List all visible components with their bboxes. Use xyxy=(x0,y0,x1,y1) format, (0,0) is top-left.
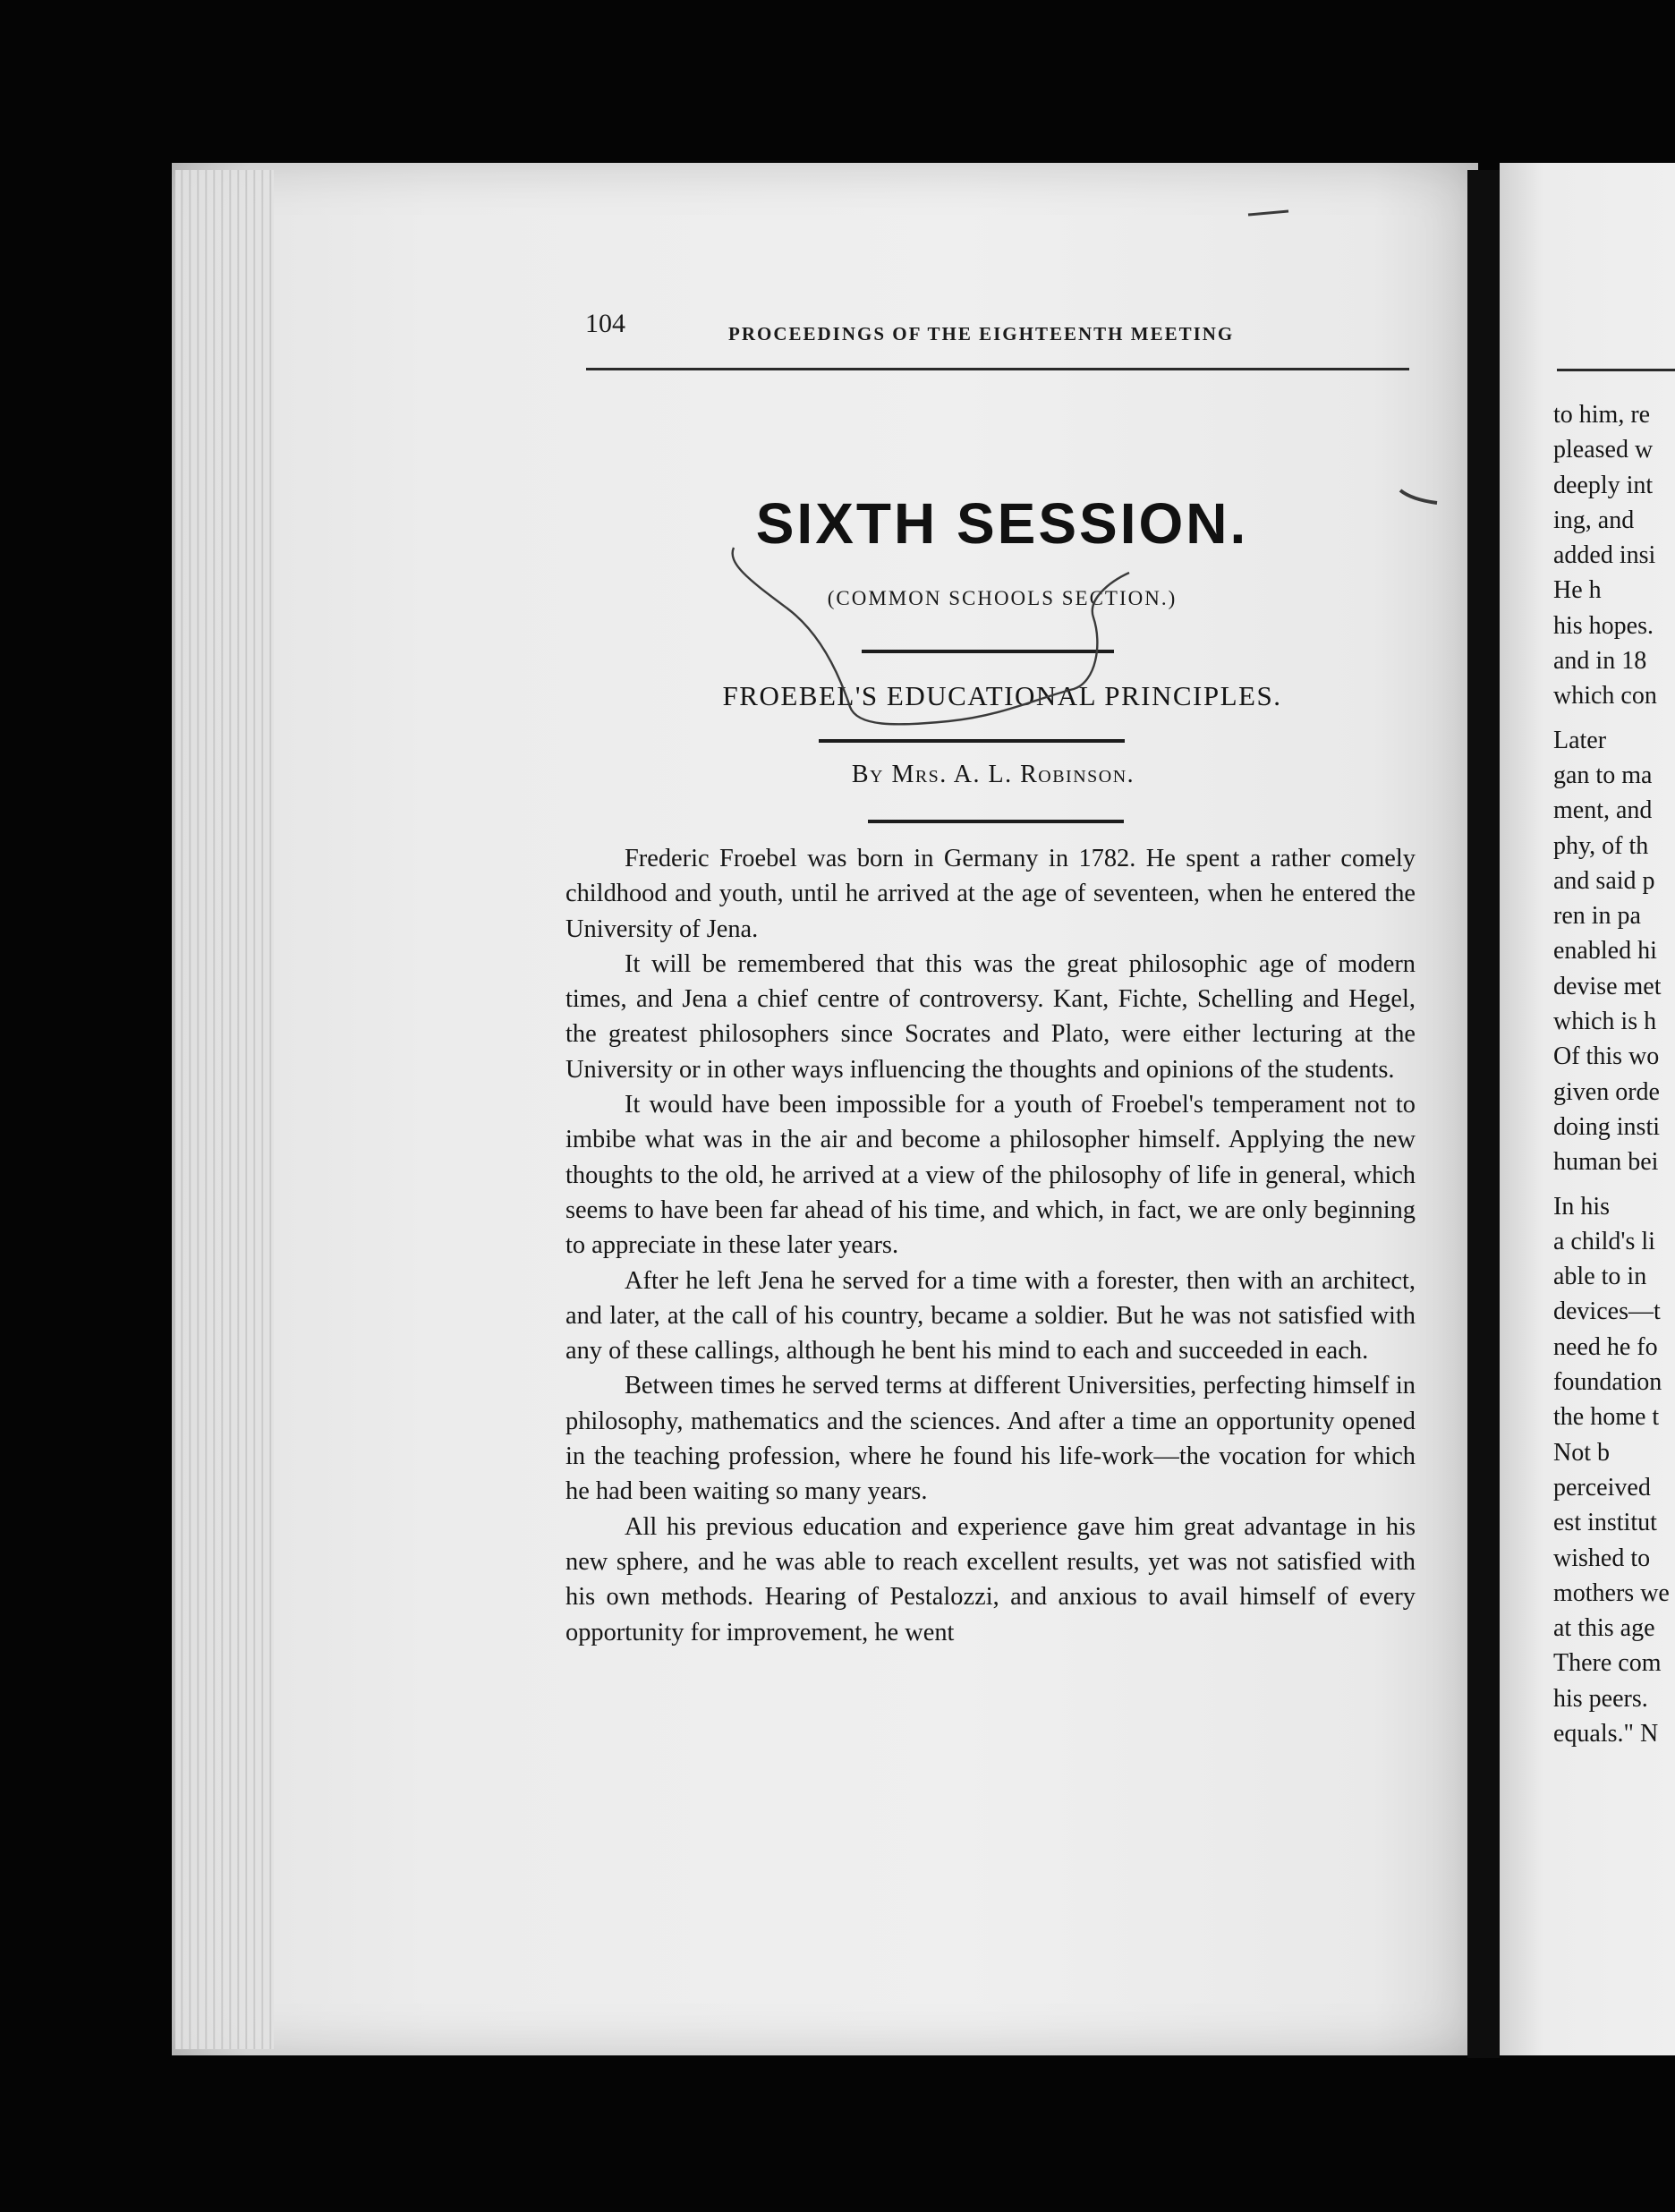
right-line: human bei xyxy=(1553,1148,1659,1177)
paragraph: Between times he served terms at different Universities, perfecting himself in philosophy, mathematics and the sciences. And after a time an opportunity opened in the teaching profession, where he found his life-work—the vocation for which he had been waiting so many years. xyxy=(565,1372,1416,1506)
right-page-text xyxy=(1553,397,1675,1751)
right-line: phy, of th xyxy=(1553,831,1649,860)
right-line: and in 18 xyxy=(1553,647,1647,676)
right-line: He h xyxy=(1553,576,1602,605)
header-rule xyxy=(586,368,1409,370)
paragraph: It would have been impossible for a youth of Froebel's temperament not to imbibe what was in the air and become a philosopher himself. Applying the new thoughts to the old, he arrived at a view of the philosophy of life in general, which seems to have been far ahead of his time, and which, in fact, we are only beginning to appreciate in these later years. xyxy=(565,1091,1416,1260)
right-line: Not b xyxy=(1553,1438,1610,1467)
title-rule xyxy=(819,739,1125,743)
right-line: devise met xyxy=(1553,972,1662,1000)
right-line: to him, re xyxy=(1553,401,1651,429)
right-line: ing, and xyxy=(1553,506,1635,534)
right-line: doing insti xyxy=(1553,1112,1661,1141)
right-line: foundation xyxy=(1553,1368,1662,1397)
right-line: and said p xyxy=(1553,866,1655,895)
paragraph: After he left Jena he served for a time with a forester, then with an architect, and later, at the call of his country, became a soldier. But he was not satisfied with any of these callings, although he bent his mind to each and succeeded in each. xyxy=(565,1266,1416,1365)
section-subtitle: (COMMON SCHOOLS SECTION.) xyxy=(827,587,1178,609)
right-line: devices—t xyxy=(1553,1297,1661,1326)
paragraph: All his previous education and experience gave him great advantage in his new sphere, and he was able to reach excellent results, yet was not satisfied with his own methods. Hearing of Pestalozzi, and anxious to avail himself of every opportunity for improvement, he went xyxy=(565,1512,1416,1646)
right-line: need he fo xyxy=(1553,1332,1658,1361)
right-line: a child's li xyxy=(1553,1227,1655,1255)
right-line: his hopes. xyxy=(1553,611,1654,640)
right-line: gan to ma xyxy=(1553,761,1653,789)
right-line: wished to xyxy=(1553,1544,1651,1572)
paragraph: Frederic Froebel was born in Germany in 1782. He spent a rather comely childhood and youth, until he arrived at the age of seventeen, when he entered the University of Jena. xyxy=(565,845,1416,943)
right-line: ren in pa xyxy=(1553,902,1641,931)
paragraph: It will be remembered that this was the great philosophic age of modern times, and Jena a chief centre of controversy. Kant, Fichte, Schelling and Hegel, the greatest philosophers since Socrates and Plato, were either lecturing at the University or in other ways influencing the thoughts and opinions of the students. xyxy=(565,949,1416,1084)
right-line: There com xyxy=(1553,1649,1662,1678)
right-line: est institut xyxy=(1553,1509,1657,1537)
right-line: the home t xyxy=(1553,1403,1660,1432)
book-gutter xyxy=(1467,170,1500,2058)
right-line: Of this wo xyxy=(1553,1042,1660,1071)
right-line: which is h xyxy=(1553,1008,1657,1036)
right-line: which con xyxy=(1553,682,1657,710)
right-line: In his xyxy=(1553,1192,1610,1221)
right-line: mothers we xyxy=(1553,1578,1670,1607)
session-title: SIXTH SESSION. xyxy=(755,491,1249,556)
byline-rule xyxy=(868,820,1124,823)
right-line: given orde xyxy=(1553,1077,1660,1106)
right-line: perceived xyxy=(1553,1473,1651,1502)
article-body xyxy=(565,841,1416,1650)
right-line: equals." N xyxy=(1553,1719,1659,1748)
right-line: his peers. xyxy=(1553,1684,1648,1713)
line-gap xyxy=(1553,714,1675,723)
right-line: ment, and xyxy=(1553,796,1653,825)
right-line: deeply int xyxy=(1553,471,1654,499)
right-line: pleased w xyxy=(1553,436,1654,464)
running-title: PROCEEDINGS OF THE EIGHTEENTH MEETING xyxy=(728,323,1235,345)
page-number: 104 xyxy=(585,309,625,338)
page-edge-stack xyxy=(175,170,274,2049)
right-line: added insi xyxy=(1553,541,1656,570)
title-rule xyxy=(862,650,1114,653)
right-line: able to in xyxy=(1553,1263,1647,1291)
right-line: at this age xyxy=(1553,1614,1655,1643)
article-title: FROEBEL'S EDUCATIONAL PRINCIPLES. xyxy=(722,680,1282,711)
byline: By Mrs. A. L. Robinson. xyxy=(851,761,1135,788)
running-head xyxy=(583,309,1410,362)
line-gap xyxy=(1553,1180,1675,1189)
right-page-header-rule xyxy=(1557,369,1675,371)
right-line: Later xyxy=(1553,726,1607,754)
right-line: enabled hi xyxy=(1553,937,1657,966)
